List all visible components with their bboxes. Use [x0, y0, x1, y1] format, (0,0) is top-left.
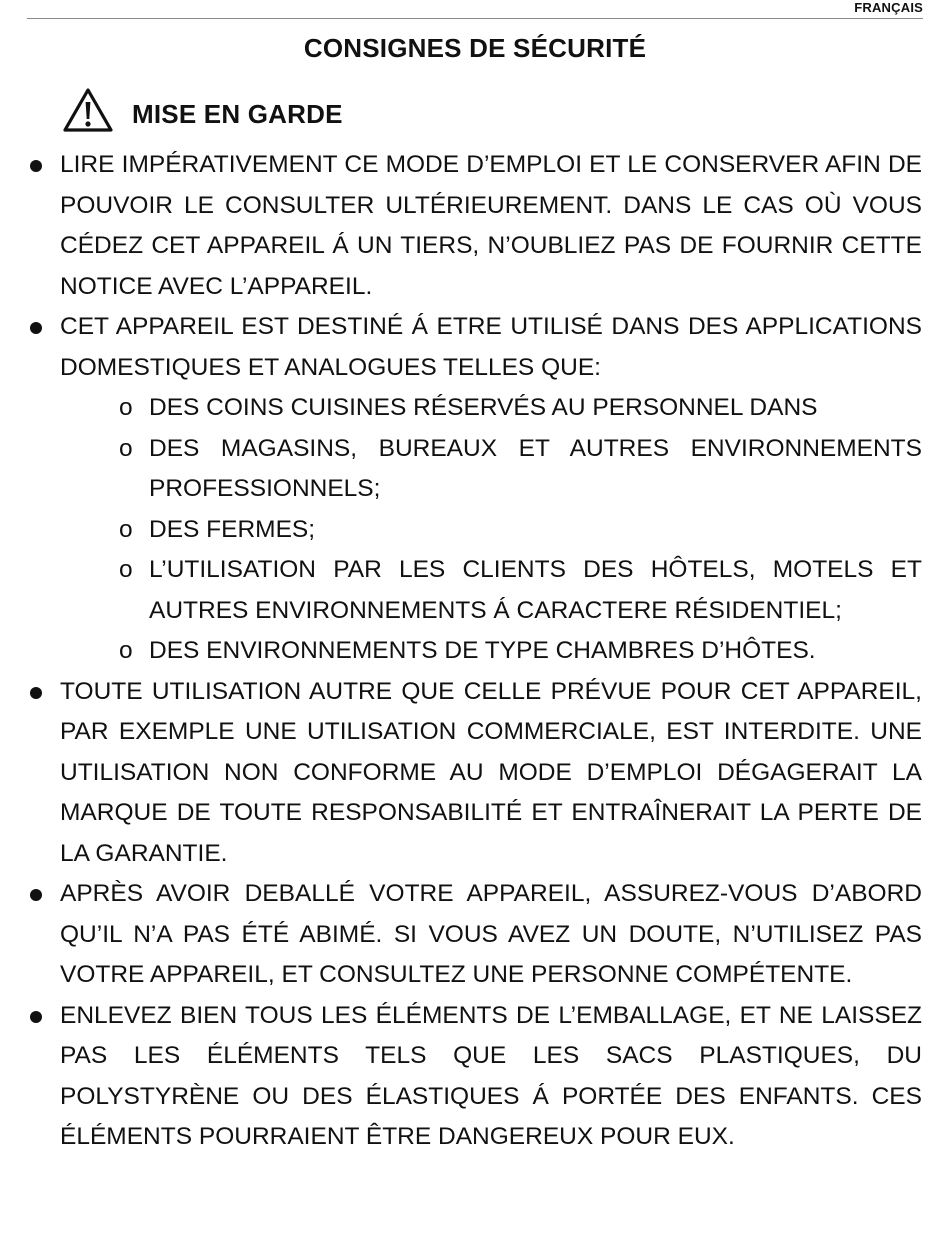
- sub-list-text: DES COINS CUISINES RÉSERVÉS AU PERSONNEL DANS: [149, 394, 818, 421]
- sub-list-item: [28, 510, 922, 551]
- bullet-text: LIRE IMPÉRATIVEMENT CE MODE D’EMPLOI ET LE CONSERVER AFIN DE POUVOIR LE CONSULTER ULTÉRIEUREMENT. DANS LE CAS OÙ VOUS CÉDEZ CET APPAREIL Á UN TIERS, N’OUBLIEZ PAS DE FOURNIR CETTE NOTICE AVEC L’APPAREIL.: [60, 151, 922, 300]
- bullet-dot: [30, 322, 42, 334]
- safety-instructions: [28, 145, 922, 1158]
- sub-list-marker: o: [119, 637, 133, 664]
- sub-list-text: DES FERMES;: [149, 515, 316, 543]
- bullet-text: TOUTE UTILISATION AUTRE QUE CELLE PRÉVUE POUR CET APPAREIL, PAR EXEMPLE UNE UTILISATION COMMERCIALE, EST INTERDITE. UNE UTILISATION NON CONFORME AU MODE D’EMPLOI DÉGAGERAIT LA MARQUE DE TOUTE RESPONSABILITÉ ET ENTRAÎNERAIT LA PERTE DE LA GARANTIE.: [60, 677, 922, 867]
- sub-list-item: [28, 429, 922, 510]
- sub-list: [28, 388, 922, 672]
- bullet-text: CET APPAREIL EST DESTINÉ Á ETRE UTILISÉ DANS DES APPLICATIONS DOMESTIQUES ET ANALOGUES TELLES QUE:: [60, 313, 922, 381]
- sub-list-item: [28, 631, 922, 672]
- bullet-dot: [30, 1011, 42, 1023]
- bullet-item: [28, 145, 922, 307]
- sub-list-marker: o: [119, 515, 133, 543]
- bullet-text: APRÈS AVOIR DEBALLÉ VOTRE APPAREIL, ASSUREZ-VOUS D’ABORD QU’IL N’A PAS ÉTÉ ABIMÉ. SI VOUS AVEZ UN DOUTE, N’UTILISEZ PAS VOTRE APPAREIL, ET CONSULTEZ UNE PERSONNE COMPÉTENTE.: [60, 880, 922, 988]
- sub-list-text: DES MAGASINS, BUREAUX ET AUTRES ENVIRONNEMENTS PROFESSIONNELS;: [149, 434, 922, 502]
- bullet-item: [28, 672, 922, 875]
- sub-list-text: L’UTILISATION PAR LES CLIENTS DES HÔTELS, MOTELS ET AUTRES ENVIRONNEMENTS Á CARACTERE RÉSIDENTIEL;: [149, 556, 922, 624]
- warning-label: MISE EN GARDE: [132, 98, 343, 129]
- bullet-item: [28, 996, 922, 1158]
- bullet-text: ENLEVEZ BIEN TOUS LES ÉLÉMENTS DE L’EMBALLAGE, ET NE LAISSEZ PAS LES ÉLÉMENTS TELS QUE LES SACS PLASTIQUES, DU POLYSTYRÈNE OU DES ÉLASTIQUES Á PORTÉE DES ENFANTS. CES ÉLÉMENTS POURRAIENT ÊTRE DANGEREUX POUR EUX.: [60, 1001, 922, 1150]
- sub-list-marker: o: [119, 434, 133, 462]
- sub-list-text: DES ENVIRONNEMENTS DE TYPE CHAMBRES D’HÔTES.: [149, 637, 816, 664]
- sub-list-item: [28, 388, 922, 429]
- bullet-dot: [30, 687, 42, 699]
- sub-list-marker: o: [119, 556, 133, 583]
- bullet-item: [28, 874, 922, 996]
- page-title: CONSIGNES DE SÉCURITÉ: [303, 33, 647, 63]
- language-label: FRANÇAIS: [854, 0, 923, 15]
- bullet-item: [28, 307, 922, 388]
- header-rule: [27, 18, 923, 19]
- warning-triangle-icon: [62, 87, 114, 133]
- bullet-dot: [30, 160, 42, 172]
- sub-list-marker: o: [119, 394, 133, 421]
- bullet-dot: [30, 889, 42, 901]
- sub-list-item: [28, 550, 922, 631]
- warning-heading: [62, 86, 343, 134]
